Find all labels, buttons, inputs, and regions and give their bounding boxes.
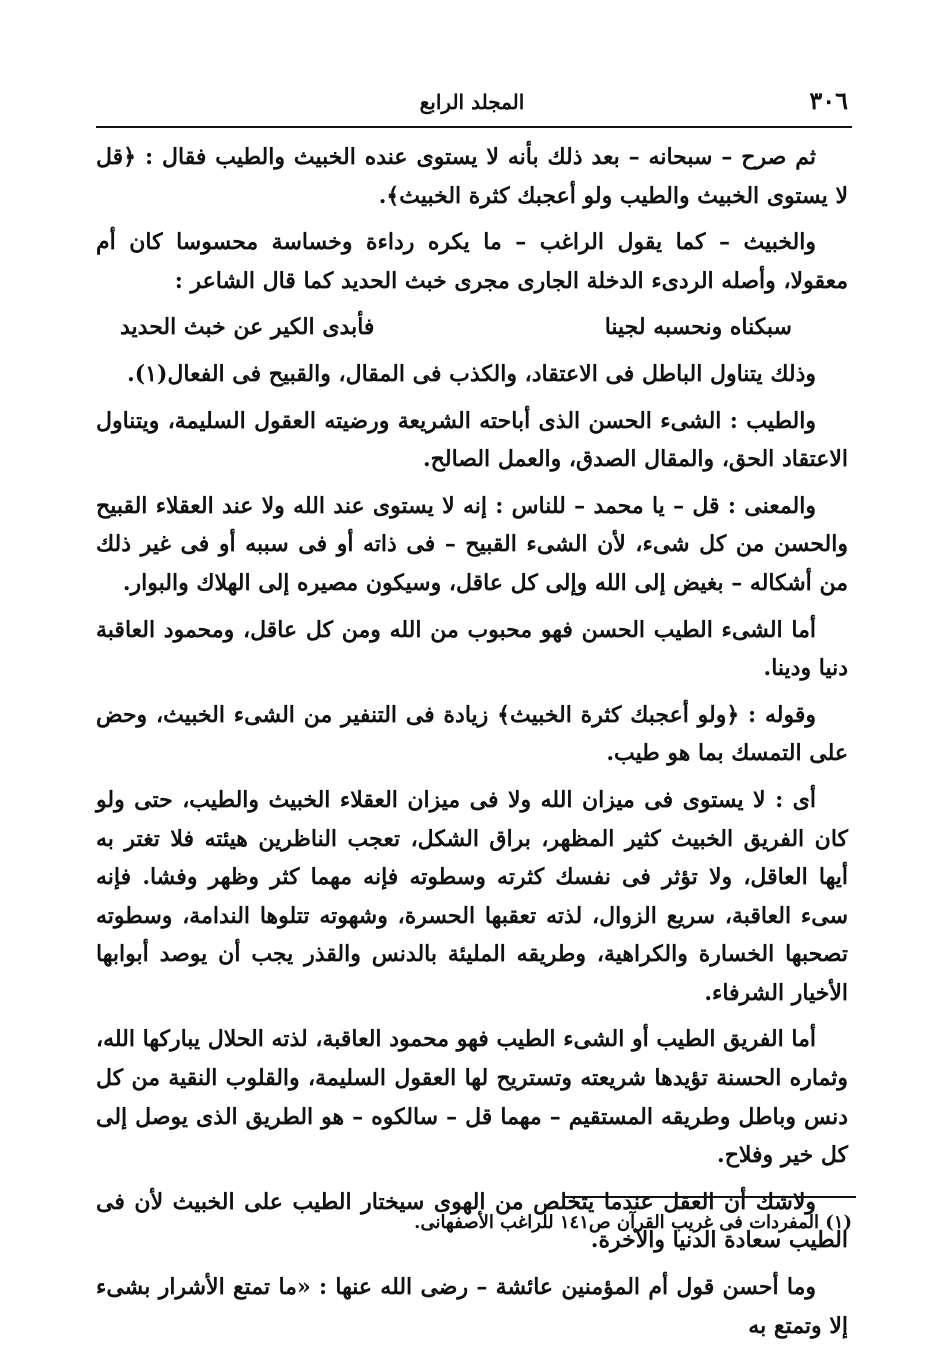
paragraph: وذلك يتناول الباطل فى الاعتقاد، والكذب فى المقال، والقبيح فى الفعال(١). <box>127 360 816 387</box>
paragraph: وما أحسن قول أم المؤمنين عائشة – رضى الله عنها : «ما تمتع الأشرار بشىء إلا وتمتع به <box>96 1274 848 1339</box>
page-body <box>96 138 848 1353</box>
footnote-divider <box>564 1196 856 1198</box>
paragraph: والطيب : الشىء الحسن الذى أباحته الشريعة ورضيته العقول السليمة، ويتناول الاعتقاد الحق، والمقال الصدق، والعمل الصالح. <box>96 407 848 473</box>
paragraph: وقوله : ﴿ولو أعجبك كثرة الخبيث﴾ زيادة فى التنفير من الشىء الخبيث، وحض على التمسك بما هو طيب. <box>96 701 848 767</box>
paragraph: والمعنى : قل – يا محمد – للناس : إنه لا يستوى عند الله ولا عند العقلاء القبيح والحسن من كل شىء، لأن الشىء القبيح – فى ذاته أو فى سببه أو فى غير ذلك من أشكاله – بغيض إلى الله وإلى كل عاقل، وسيكون مصيره إلى الهلاك والبوار. <box>96 492 848 596</box>
page-header <box>96 82 848 126</box>
paragraph: والخبيث – كما يقول الراغب – ما يكره رداءة وخساسة محسوسا كان أم معقولا، وأصله الردىء الدخلة الجارى مجرى خبث الحديد كما قال الشاعر : <box>96 229 848 294</box>
paragraph: ولاشك أن العقل عندما يتخلص من الهوى سيختار الطيب على الخبيث لأن فى الطيب سعادة الدنيا والآخرة. <box>96 1188 848 1254</box>
paragraph: أما الفريق الطيب أو الشىء الطيب فهو محمود العاقبة، لذته الحلال يباركها الله، وثماره الحسنة تؤيدها شريعته وتستريح لها العقول السليمة، والقلوب النقية من كل دنس وباطل وطريقه المستقيم – مهما قل – سالكوه – هو الطريق الذى يوصل إلى كل خير وفلاح. <box>96 1026 848 1169</box>
footnote: (١) المفردات فى غريب القرآن ص١٤١ للراغب الأصفهانى. <box>414 1212 852 1233</box>
paragraph: أما الشىء الطيب الحسن فهو محبوب من الله ومن كل عاقل، ومحمود العاقبة دنيا ودينا. <box>96 616 848 682</box>
verse-first-hemistich: سبكناه ونحسبه لجينا <box>604 314 792 341</box>
paragraph: ثم صرح – سبحانه – بعد ذلك بأنه لا يستوى عنده الخبيث والطيب فقال : ﴿قل لا يستوى الخبيث والطيب ولو أعجبك كثرة الخبيث﴾. <box>96 144 848 209</box>
verse-second-hemistich: فأبدى الكير عن خبث الحديد <box>120 314 375 341</box>
header-divider <box>96 126 852 128</box>
paragraph: أى : لا يستوى فى ميزان الله ولا فى ميزان العقلاء الخبيث والطيب، حتى ولو كان الفريق الخبيث كثير المظهر، براق الشكل، تعجب الناظرين هيئته فلا تغتر به أيها العاقل، ولا تؤثر فى نفسك كثرته وسطوته فإنه مهما كثر وظهر وفشا. فإنه سىء العاقبة، سريع الزوال، لذته تعقبها الحسرة، وشهوته تتلوها الندامة، وسطوته تصحبها الخسارة والكراهية، وطريقه المليئة بالدنس والقذر يجب أن يوصد أبوابها الأخيار الشرفاء. <box>96 786 848 1006</box>
running-title: المجلد الرابع <box>419 90 525 114</box>
page-number: ٣٠٦ <box>809 86 848 115</box>
poetry-verse <box>96 308 848 347</box>
